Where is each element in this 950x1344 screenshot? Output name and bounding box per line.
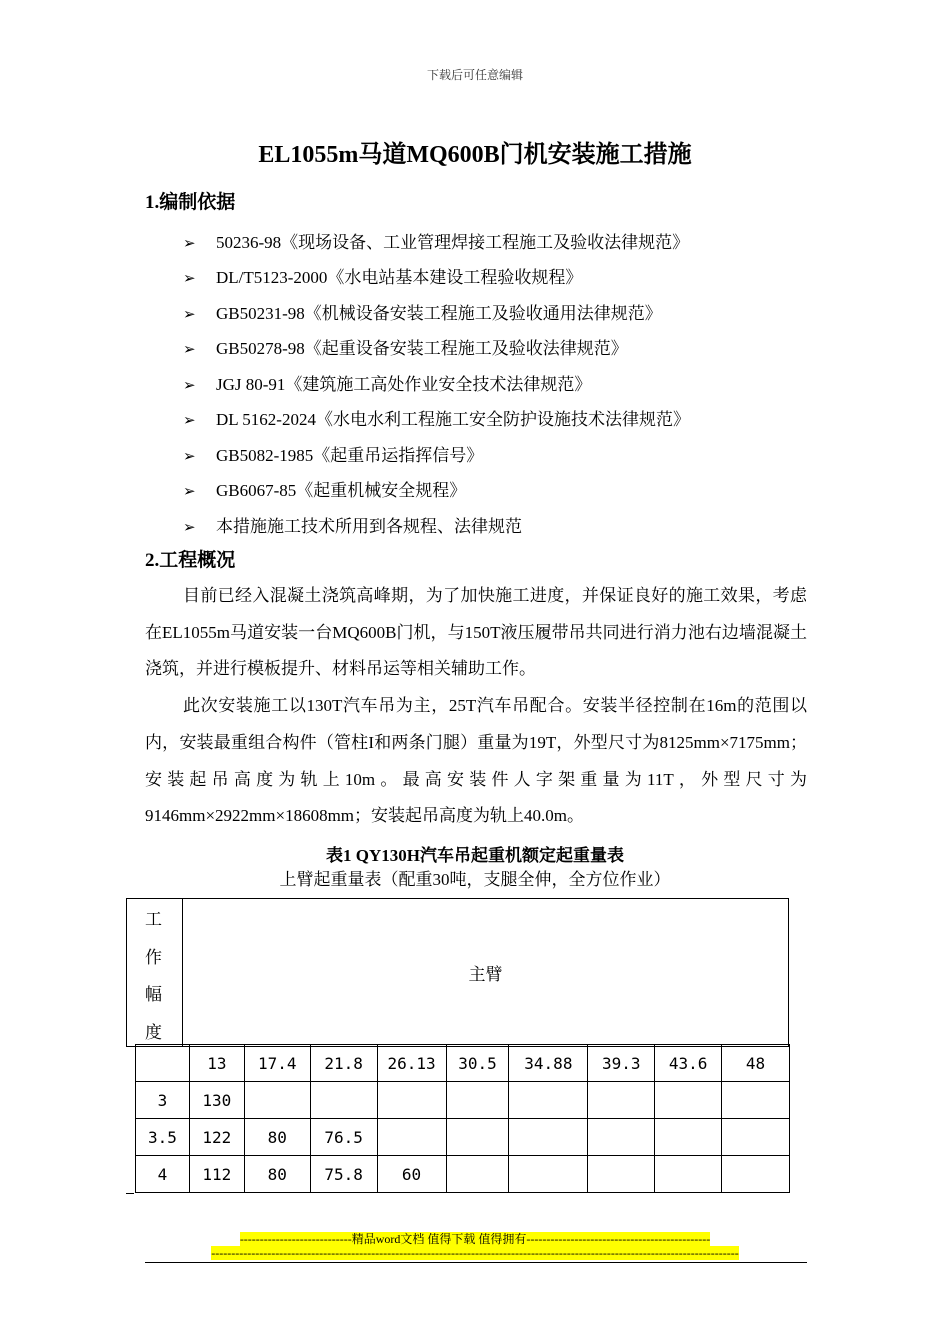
reference-item bbox=[183, 299, 662, 324]
reference-item bbox=[183, 405, 690, 430]
radius-cell: 3 bbox=[136, 1082, 190, 1119]
reference-text: DL 5162-2024《水电水利工程施工安全防护设施技术法律规范》 bbox=[216, 410, 690, 429]
boom-length-cell: 26.13 bbox=[377, 1045, 446, 1082]
boom-length-cell: 13 bbox=[189, 1045, 244, 1082]
bullet-arrow-icon: ➢ bbox=[183, 236, 196, 252]
boom-length-cell: 34.88 bbox=[509, 1045, 588, 1082]
radius-header-label: 工作幅度 bbox=[145, 910, 162, 1042]
bullet-arrow-icon: ➢ bbox=[183, 484, 196, 500]
boom-length-cell: 21.8 bbox=[310, 1045, 377, 1082]
capacity-cell bbox=[310, 1082, 377, 1119]
capacity-cell: 80 bbox=[244, 1119, 310, 1156]
overview-body bbox=[145, 578, 807, 835]
table-caption: 表1 QY130H汽车吊起重机额定起重量表 bbox=[326, 846, 624, 865]
table-row bbox=[136, 1156, 790, 1193]
bullet-arrow-icon: ➢ bbox=[183, 307, 196, 323]
reference-item bbox=[183, 228, 689, 253]
capacity-cell: 130 bbox=[189, 1082, 244, 1119]
section1-heading: 1.编制依据 bbox=[145, 192, 236, 213]
capacity-cell bbox=[655, 1156, 722, 1193]
capacity-cell bbox=[377, 1082, 446, 1119]
boom-length-cell: 17.4 bbox=[244, 1045, 310, 1082]
radius-cell: 4 bbox=[136, 1156, 190, 1193]
reference-item bbox=[183, 334, 628, 359]
capacity-cell bbox=[446, 1119, 509, 1156]
capacity-cell bbox=[509, 1119, 588, 1156]
reference-item bbox=[183, 263, 582, 288]
load-table bbox=[135, 1044, 790, 1193]
footer-banner-line1 bbox=[0, 1230, 950, 1247]
capacity-cell bbox=[244, 1082, 310, 1119]
capacity-cell bbox=[722, 1082, 790, 1119]
boom-length-cell: 30.5 bbox=[446, 1045, 509, 1082]
footer-rule bbox=[145, 1262, 807, 1263]
capacity-cell: 112 bbox=[189, 1156, 244, 1193]
bullet-arrow-icon: ➢ bbox=[183, 378, 196, 394]
document-title: EL1055m马道MQ600B门机安装施工措施 bbox=[258, 142, 692, 168]
capacity-cell: 80 bbox=[244, 1156, 310, 1193]
capacity-cell bbox=[509, 1082, 588, 1119]
capacity-cell bbox=[588, 1119, 655, 1156]
capacity-cell bbox=[655, 1119, 722, 1156]
capacity-cell: 75.8 bbox=[310, 1156, 377, 1193]
footer-banner-line2 bbox=[0, 1246, 950, 1261]
table-edge-mark bbox=[126, 1193, 134, 1194]
capacity-cell bbox=[722, 1119, 790, 1156]
reference-text: GB5082-1985《起重吊运指挥信号》 bbox=[216, 446, 484, 465]
reference-text: GB50231-98《机械设备安装工程施工及验收通用法律规范》 bbox=[216, 304, 662, 323]
capacity-cell bbox=[509, 1156, 588, 1193]
boom-length-cell: 48 bbox=[722, 1045, 790, 1082]
empty-cell bbox=[136, 1045, 190, 1082]
table-row bbox=[136, 1119, 790, 1156]
capacity-cell bbox=[446, 1082, 509, 1119]
bullet-arrow-icon: ➢ bbox=[183, 271, 196, 287]
bullet-arrow-icon: ➢ bbox=[183, 342, 196, 358]
reference-item bbox=[183, 370, 591, 395]
capacity-cell: 60 bbox=[377, 1156, 446, 1193]
footer-text-1: ----------------------------精品word文档 值得下载 值得拥有---------------------------------------------- bbox=[239, 1232, 711, 1246]
boom-length-cell: 39.3 bbox=[588, 1045, 655, 1082]
radius-cell: 3.5 bbox=[136, 1119, 190, 1156]
footer-text-2: ------------------------------------------------------------------------------------------------------------------------------------ bbox=[211, 1246, 739, 1260]
main-boom-header: 主臂 bbox=[468, 965, 503, 984]
capacity-cell: 122 bbox=[189, 1119, 244, 1156]
boom-length-row bbox=[136, 1045, 790, 1082]
reference-text: GB50278-98《起重设备安装工程施工及验收法律规范》 bbox=[216, 339, 628, 358]
table-header-box bbox=[126, 898, 789, 1047]
section2-heading: 2.工程概况 bbox=[145, 550, 236, 571]
reference-text: GB6067-85《起重机械安全规程》 bbox=[216, 481, 467, 500]
bullet-arrow-icon: ➢ bbox=[183, 520, 196, 536]
table-subcaption: 上臂起重量表（配重30吨，支腿全伸，全方位作业） bbox=[279, 870, 671, 889]
reference-text: 本措施施工技术所用到各规程、法律规范 bbox=[216, 517, 522, 536]
table-row bbox=[136, 1082, 790, 1119]
capacity-cell bbox=[588, 1082, 655, 1119]
capacity-cell bbox=[588, 1156, 655, 1193]
bullet-arrow-icon: ➢ bbox=[183, 413, 196, 429]
capacity-cell bbox=[655, 1082, 722, 1119]
bullet-arrow-icon: ➢ bbox=[183, 449, 196, 465]
capacity-cell bbox=[377, 1119, 446, 1156]
reference-item bbox=[183, 512, 522, 537]
reference-item bbox=[183, 441, 483, 466]
radius-header-cell bbox=[127, 899, 183, 1046]
reference-text: 50236-98《现场设备、工业管理焊接工程施工及验收法律规范》 bbox=[216, 233, 690, 252]
overview-paragraph-1: 目前已经入混凝土浇筑高峰期，为了加快施工进度，并保证良好的施工效果，考虑在EL1055m马道安装一台MQ600B门机，与150T液压履带吊共同进行消力池右边墙混凝土浇筑，并进行模板提升、材料吊运等相关辅助工作。 bbox=[145, 586, 807, 679]
boom-length-cell: 43.6 bbox=[655, 1045, 722, 1082]
reference-item bbox=[183, 476, 466, 501]
capacity-cell: 76.5 bbox=[310, 1119, 377, 1156]
reference-text: JGJ 80-91《建筑施工高处作业安全技术法律规范》 bbox=[216, 375, 592, 394]
capacity-cell bbox=[722, 1156, 790, 1193]
capacity-cell bbox=[446, 1156, 509, 1193]
header-note: 下载后可任意编辑 bbox=[426, 68, 523, 82]
overview-paragraph-2: 此次安装施工以130T汽车吊为主，25T汽车吊配合。安装半径控制在16m的范围以内，安装最重组合构件（管柱I和两条门腿）重量为19T，外型尺寸为8125mm×7175mm；安装起吊高度为轨上10m。最高安装件人字架重量为11T，外型尺寸为9146mm×2922mm×18608mm；安装起吊高度为轨上40.0m。 bbox=[145, 696, 807, 826]
reference-text: DL/T5123-2000《水电站基本建设工程验收规程》 bbox=[216, 268, 583, 287]
